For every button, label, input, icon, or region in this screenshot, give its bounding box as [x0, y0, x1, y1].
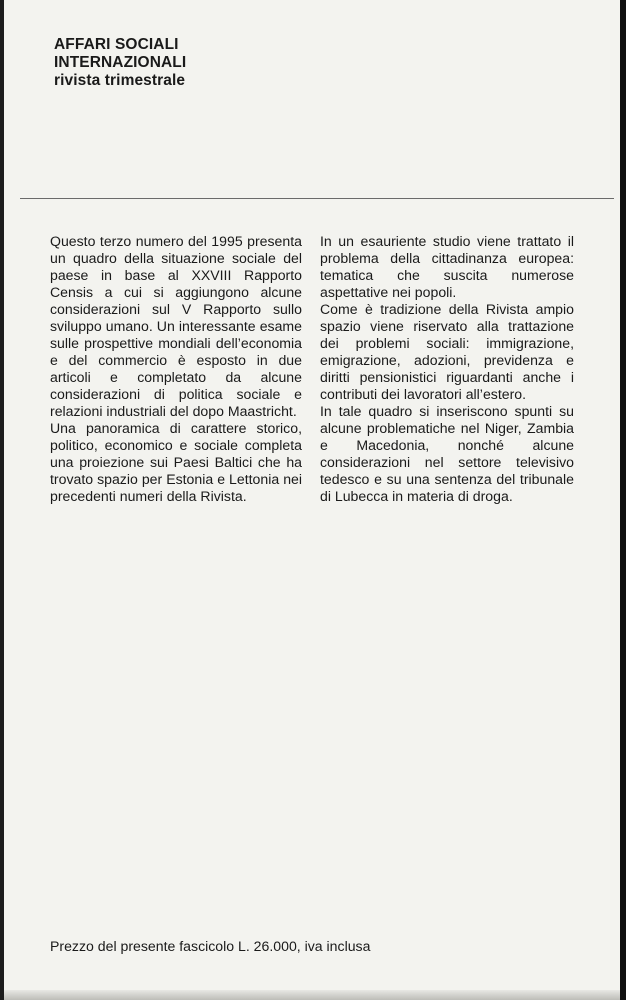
price-note: Prezzo del presente fascicolo L. 26.000, iva inclusa [50, 938, 371, 954]
left-paragraph-1: Questo terzo numero del 1995 presenta un quadro della situazione sociale del paese in base al XXVIII Rapporto Censis a cui si aggiungono alcune considerazioni sul V Rapporto sullo sviluppo umano. Un interessante esame sulle prospettive mondiali dell’economia e del commercio è esposto in due articoli e completato da alcune considerazioni di politica sociale e relazioni industriali del dopo Maastricht. [50, 233, 302, 419]
left-paragraph-2: Una panoramica di carattere storico, politico, economico e sociale completa una proiezione sui Paesi Baltici che ha trovato spazio per Estonia e Lettonia nei precedenti numeri della Rivista. [50, 420, 302, 504]
journal-subtitle: rivista trimestrale [54, 72, 186, 89]
right-text-column [320, 233, 574, 505]
right-paragraph-1: In un esauriente studio viene trattato il problema della cittadinanza europea: tematica che suscita numerose aspettative nei popoli. [320, 233, 574, 300]
journal-header [54, 36, 186, 90]
horizontal-divider [20, 198, 614, 199]
left-text-column [50, 233, 302, 505]
right-paragraph-3: In tale quadro si inseriscono spunti su alcune problematiche nel Niger, Zambia e Macedonia, nonché alcune considerazioni nel settore televisivo tedesco e su una sentenza del tribunale di Lubecca in materia di droga. [320, 403, 574, 504]
cover-right-edge [620, 0, 626, 1000]
page-bottom-edge [4, 990, 620, 1000]
right-paragraph-2: Come è tradizione della Rivista ampio spazio viene riservato alla trattazione dei problemi sociali: immigrazione, emigrazione, adozioni, previdenza e diritti pensionistici riguardanti anche i contributi dei lavoratori all’estero. [320, 301, 574, 402]
back-cover-page [4, 0, 620, 1000]
journal-title-line1: AFFARI SOCIALI [54, 36, 179, 53]
journal-title-line2: INTERNAZIONALI [54, 54, 187, 71]
